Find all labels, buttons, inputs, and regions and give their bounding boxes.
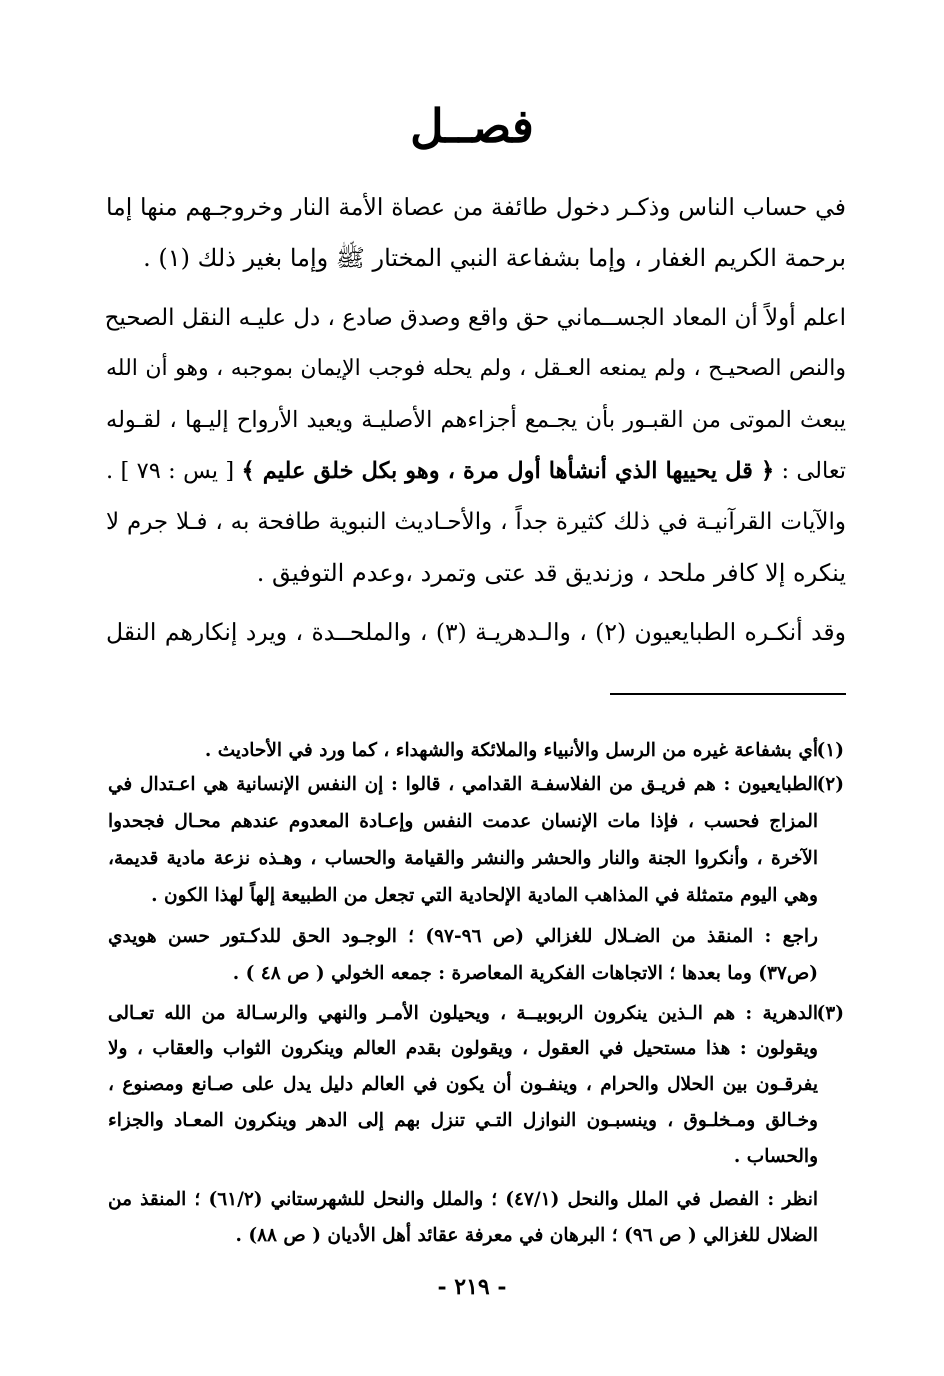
quran-verse: ﴿ قل يحييها الذي أنشأها أول مرة ، وهو بكل خلق عليم ﴾ xyxy=(241,458,775,484)
body-line-3: يبعث الموتى من القبـور بأن يجـمع أجزاءهم الأصليـة ويعيد الأرواح إليـها ، لقـوله xyxy=(106,407,846,433)
footnote-2-line-6: (ص٣٧) وما بعدها ؛ الاتجاهات الفكرية المعاصرة : جمعه الخولي ( ص ٤٨ ) . xyxy=(232,963,818,984)
footnote-2-line-5: راجع : المنقذ من الضـلال للغزالي (ص ٩٦-٩٧) ؛ الوجـود الحق للدكـتور حسن هويدي xyxy=(108,926,818,947)
footnote-2-line-3: الآخرة ، وأنكروا الجنة والنار والحشر والنشر والقيامة والحساب ، وهـذه نزعة مادية قديمة، xyxy=(108,848,818,869)
footnote-2-line-1: الطبايعيون : هم فريـق من الفلاسفـة القدامي ، قالوا : إن النفس الإنسانية هي اعـتدال في xyxy=(108,774,818,795)
footnote-2-number: (٢) xyxy=(816,774,844,795)
footnote-separator xyxy=(610,693,846,695)
body-line-5: والآيات القرآنيـة في ذلك كثيرة جداً ، والأحـاديث النبوية طافحة به ، فـلا جرم لا xyxy=(106,509,846,535)
section-heading: فصــل xyxy=(410,99,534,153)
body-line-4 xyxy=(106,451,846,491)
footnote-3-line-5: والحساب . xyxy=(733,1146,818,1167)
footnote-2-line-4: وهي اليوم متمثلة في المذاهب المادية الإلحادية التي تجعل من الطبيعة إلهاً لهذا الكون . xyxy=(151,885,818,906)
body-line-4-lead: تعالى : xyxy=(774,458,846,484)
continuation-line-1: وقد أنكـره الطبايعيون (٢) ، والـدهريـة (٣) ، والملحــدة ، ويرد إنكارهم النقل xyxy=(106,618,846,646)
footnote-3-line-1: الدهرية : هم الـذين ينكرون الربوبيــة ، ويحيلون الأمـر والنهي والرسـالة من الله تعـالى xyxy=(108,1003,818,1024)
footnote-3-line-2: ويقولون : هذا مستحيل في العقول ، ويقولون بقدم العالم وينكرون الثواب والعقاب ، ولا xyxy=(108,1038,818,1059)
footnote-1-line-1: أي بشفاعة غيره من الرسل والأنبياء والملائكة والشهداء ، كما ورد في الأحاديث . xyxy=(204,740,818,761)
body-line-2: والنص الصحيـح ، ولم يمنعه العـقل ، ولم يحله فوجب الإيمان بموجبه ، وهو أن الله xyxy=(106,356,846,381)
footnote-3-line-6: انظر : الفصل في الملل والنحل (٤٧/١) ؛ والملل والنحل للشهرستاني (٦١/٢) ؛ المنقذ من xyxy=(108,1189,819,1210)
body-line-6: ينكره إلا كافر ملحد ، وزنديق قد عتى وتمرد ،وعدم التوفيق . xyxy=(256,559,846,587)
intro-line-2: برحمة الكريم الغفار ، وإما بشفاعة النبي المختار ﷺ وإما بغير ذلك (١) . xyxy=(143,244,846,272)
page-number: - ٢١٩ - xyxy=(437,1274,507,1300)
verse-reference: [ يس : ٧٩ ] . xyxy=(106,458,242,484)
footnote-3-line-7: الضلال للغزالي ( ص ٩٦) ؛ البرهان في معرفة عقائد أهل الأديان ( ص ٨٨) . xyxy=(235,1225,818,1246)
footnote-1-number: (١) xyxy=(816,740,844,761)
footnote-3-number: (٣) xyxy=(816,1003,844,1024)
footnote-2-line-2: المزاج فحسب ، فإذا مات الإنسان عدمت النفس وإعـادة المعدوم عندهم محـال فجحدوا xyxy=(108,811,818,832)
intro-line-1: في حساب الناس وذكـر دخول طائفة من عصاة الأمة النار وخروجـهم منها إما xyxy=(106,193,846,221)
body-line-1: اعلم أولاً أن المعاد الجســماني حق واقع وصدق صادع ، دل عليـه النقل الصحيح xyxy=(104,305,846,331)
footnote-3-line-4: وخـالق ومـخلـوق ، وينسبـون النوازل التـي تنزل بهم إلى الدهر وينكرون المعـاد والجزاء xyxy=(108,1110,818,1131)
footnote-3-line-3: يفرقـون بين الحلال والحرام ، وينفـون أن يكون في العالم دليل يدل على صـانع ومصنوع ، xyxy=(108,1074,818,1095)
